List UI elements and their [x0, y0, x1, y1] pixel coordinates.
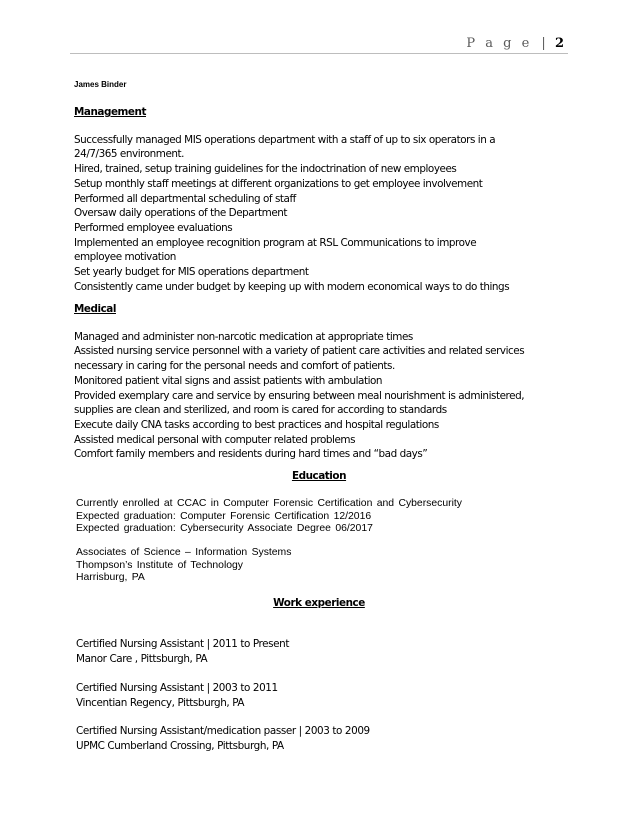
page-number: 2	[554, 36, 564, 51]
management-line: Successfully managed MIS operations department with a staff of up to six operators in a	[74, 133, 496, 146]
page-separator: |	[541, 36, 546, 51]
education-line: Expected graduation: Cybersecurity Associate Degree 06/2017	[76, 523, 373, 534]
job-place: UPMC Cumberland Crossing, Pittsburgh, PA	[76, 740, 284, 752]
management-line: employee motivation	[74, 251, 176, 264]
degree-line: Harrisburg, PA	[76, 572, 145, 583]
medical-line: Assisted nursing service personnel with a variety of patient care activities and related services	[74, 345, 525, 358]
page-header	[466, 36, 564, 51]
education-line: Currently enrolled at CCAC in Computer Forensic Certification and Cybersecurity	[76, 498, 462, 509]
degree-line: Associates of Science – Information Systems	[76, 547, 292, 558]
management-line: 24/7/365 environment.	[74, 148, 184, 161]
job-role: Certified Nursing Assistant | 2003 to 2011	[76, 682, 278, 694]
management-line: Performed all departmental scheduling of staff	[74, 192, 296, 205]
job-entry	[76, 724, 370, 754]
degree-line: Thompson’s Institute of Technology	[76, 559, 243, 571]
page-label: P a g e	[466, 36, 533, 51]
education-enrollment	[76, 498, 462, 536]
management-line: Setup monthly staff meetings at different organizations to get employee involvement	[74, 177, 483, 190]
management-line: Hired, trained, setup training guidelines for the indoctrination of new employees	[74, 163, 457, 176]
medical-line: supplies are clean and sterilized, and room is cared for according to standards	[74, 404, 447, 417]
medical-section	[74, 302, 574, 462]
medical-line: Execute daily CNA tasks according to best practices and hospital regulations	[74, 418, 439, 431]
medical-line: Monitored patient vital signs and assist patients with ambulation	[74, 374, 383, 387]
medical-line: Assisted medical personal with computer related problems	[74, 433, 356, 446]
job-place: Manor Care , Pittsburgh, PA	[76, 653, 208, 665]
management-line: Oversaw daily operations of the Department	[74, 207, 288, 220]
management-line: Implemented an employee recognition program at RSL Communications to improve	[74, 236, 477, 249]
education-heading: Education	[291, 470, 347, 482]
job-entry	[76, 681, 278, 711]
medical-line: Provided exemplary care and service by ensuring between meal nourishment is administered,	[74, 389, 525, 402]
education-line: Expected graduation: Computer Forensic Certification 12/2016	[76, 510, 372, 522]
medical-heading: Medical	[74, 303, 116, 315]
management-line: Consistently came under budget by keeping up with modern economical ways to do things	[74, 280, 510, 293]
candidate-name: James Binder	[74, 80, 127, 89]
work-experience-heading: Work experience	[273, 597, 365, 609]
medical-line: Comfort family members and residents during hard times and “bad days”	[74, 448, 428, 461]
education-degree	[76, 547, 291, 585]
management-line: Performed employee evaluations	[74, 221, 233, 234]
management-line: Set yearly budget for MIS operations department	[74, 266, 309, 279]
management-heading: Management	[74, 106, 146, 118]
management-section	[74, 105, 574, 294]
medical-line: necessary in caring for the personal needs and comfort of patients.	[74, 360, 395, 373]
header-rule	[70, 53, 568, 54]
job-place: Vincentian Regency, Pittsburgh, PA	[76, 697, 245, 709]
medical-line: Managed and administer non-narcotic medication at appropriate times	[74, 330, 413, 343]
job-role: Certified Nursing Assistant | 2011 to Present	[76, 638, 290, 650]
job-role: Certified Nursing Assistant/medication passer | 2003 to 2009	[76, 725, 370, 737]
job-entry	[76, 637, 289, 667]
